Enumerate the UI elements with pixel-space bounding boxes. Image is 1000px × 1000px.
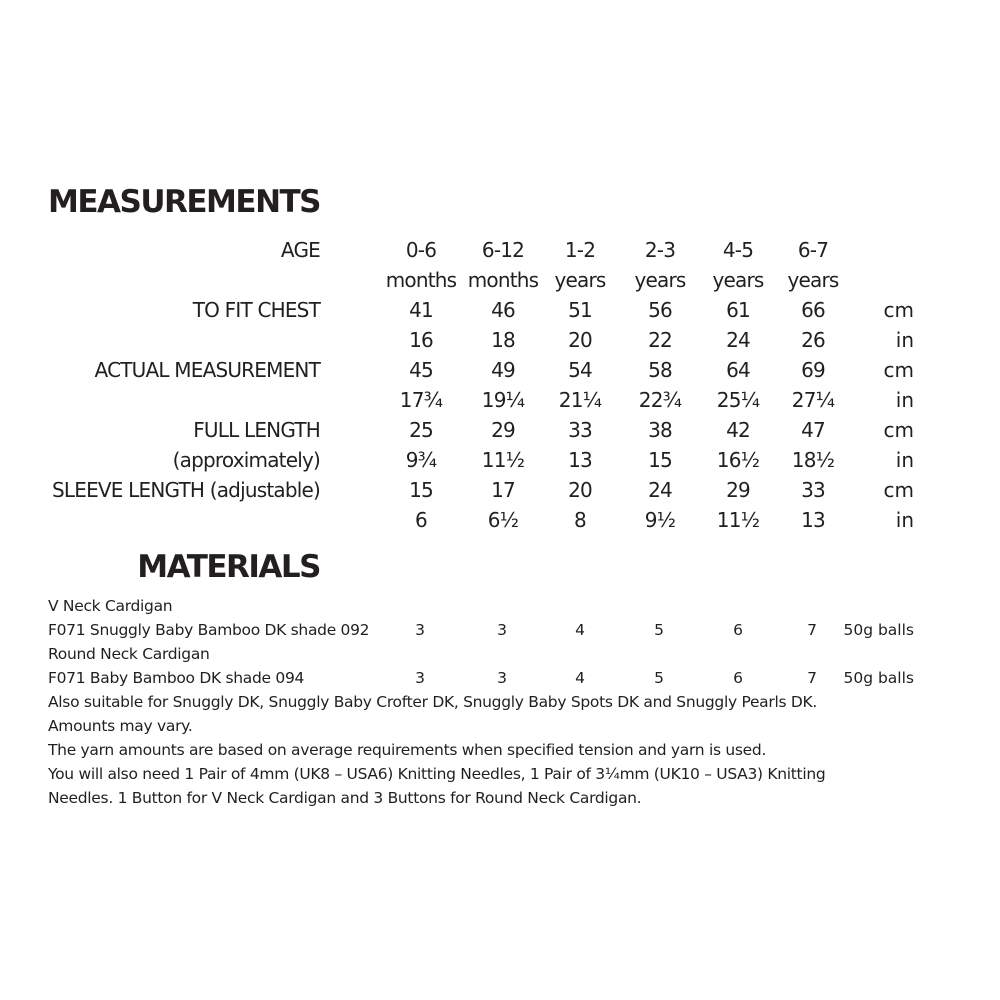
materials-quantity: 4 bbox=[575, 669, 585, 687]
materials-quantity: 7 bbox=[807, 669, 817, 687]
measurement-row bbox=[0, 505, 1000, 535]
measurement-label: ACTUAL MEASUREMENT bbox=[94, 358, 320, 382]
measurement-cell: 16½ bbox=[716, 448, 760, 472]
materials-row bbox=[0, 738, 1000, 762]
materials-row bbox=[0, 786, 1000, 810]
measurement-cell: 45 bbox=[409, 358, 433, 382]
materials-text: You will also need 1 Pair of 4mm (UK8 – USA6) Knitting Needles, 1 Pair of 3¼mm (UK10 – USA3) Knitting bbox=[48, 765, 826, 783]
materials-text: V Neck Cardigan bbox=[48, 597, 173, 615]
materials-unit: 50g balls bbox=[843, 621, 914, 639]
measurement-label: FULL LENGTH bbox=[193, 418, 320, 442]
measurement-cell: months bbox=[467, 268, 539, 292]
measurement-row bbox=[0, 475, 1000, 505]
materials-list bbox=[0, 594, 1000, 810]
measurement-cell: years bbox=[787, 268, 839, 292]
measurement-cell: 13 bbox=[801, 508, 825, 532]
measurement-cell: 6 bbox=[415, 508, 427, 532]
measurement-label: AGE bbox=[280, 238, 320, 262]
measurement-label: (approximately) bbox=[172, 448, 320, 472]
materials-row bbox=[0, 642, 1000, 666]
measurement-cell: 61 bbox=[726, 298, 750, 322]
materials-text: F071 Baby Bamboo DK shade 094 bbox=[48, 669, 305, 687]
measurement-cell: 22 bbox=[648, 328, 672, 352]
measurement-row bbox=[0, 385, 1000, 415]
measurement-cell: 17¾ bbox=[399, 388, 443, 412]
measurement-cell: 46 bbox=[491, 298, 515, 322]
measurement-cell: 25¼ bbox=[716, 388, 760, 412]
materials-text: The yarn amounts are based on average requirements when specified tension and yarn is used. bbox=[48, 741, 767, 759]
measurement-cell: 49 bbox=[491, 358, 515, 382]
materials-quantity: 4 bbox=[575, 621, 585, 639]
measurement-unit: cm bbox=[883, 418, 914, 442]
materials-unit: 50g balls bbox=[843, 669, 914, 687]
measurement-cell: 41 bbox=[409, 298, 433, 322]
measurement-cell: months bbox=[385, 268, 457, 292]
measurement-unit: in bbox=[895, 508, 914, 532]
materials-text: Amounts may vary. bbox=[48, 717, 193, 735]
measurement-row bbox=[0, 415, 1000, 445]
materials-row bbox=[0, 690, 1000, 714]
measurement-cell: 20 bbox=[568, 328, 592, 352]
measurement-cell: 58 bbox=[648, 358, 672, 382]
materials-quantity: 5 bbox=[654, 621, 664, 639]
measurement-cell: 11½ bbox=[481, 448, 525, 472]
measurement-cell: 19¼ bbox=[481, 388, 525, 412]
measurement-cell: 38 bbox=[648, 418, 672, 442]
measurement-label: TO FIT CHEST bbox=[192, 298, 320, 322]
measurement-cell: 13 bbox=[568, 448, 592, 472]
measurement-cell: 47 bbox=[801, 418, 825, 442]
measurement-row bbox=[0, 265, 1000, 295]
materials-quantity: 3 bbox=[415, 669, 425, 687]
measurement-cell: 17 bbox=[491, 478, 515, 502]
measurement-cell: 6-12 bbox=[481, 238, 525, 262]
measurement-cell: 24 bbox=[726, 328, 750, 352]
materials-text: F071 Snuggly Baby Bamboo DK shade 092 bbox=[48, 621, 370, 639]
materials-row bbox=[0, 594, 1000, 618]
materials-row bbox=[0, 666, 1000, 690]
measurement-cell: 26 bbox=[801, 328, 825, 352]
measurement-cell: 22¾ bbox=[638, 388, 682, 412]
measurement-cell: years bbox=[634, 268, 686, 292]
materials-quantity: 3 bbox=[497, 669, 507, 687]
materials-heading: MATERIALS bbox=[137, 549, 320, 585]
measurement-cell: years bbox=[712, 268, 764, 292]
measurement-cell: 9½ bbox=[644, 508, 676, 532]
measurement-cell: 2-3 bbox=[644, 238, 676, 262]
materials-quantity: 3 bbox=[497, 621, 507, 639]
measurements-heading: MEASUREMENTS bbox=[47, 184, 320, 220]
measurement-unit: in bbox=[895, 448, 914, 472]
measurement-cell: 69 bbox=[801, 358, 825, 382]
measurement-cell: 51 bbox=[568, 298, 592, 322]
measurement-cell: 27¼ bbox=[791, 388, 835, 412]
measurement-cell: 29 bbox=[726, 478, 750, 502]
measurement-cell: 20 bbox=[568, 478, 592, 502]
measurement-cell: 18½ bbox=[791, 448, 835, 472]
measurement-cell: 4-5 bbox=[722, 238, 754, 262]
measurement-unit: in bbox=[895, 388, 914, 412]
measurement-cell: 15 bbox=[648, 448, 672, 472]
materials-text: Needles. 1 Button for V Neck Cardigan and 3 Buttons for Round Neck Cardigan. bbox=[48, 789, 642, 807]
measurements-table bbox=[0, 235, 1000, 535]
materials-quantity: 6 bbox=[733, 621, 743, 639]
measurement-cell: 42 bbox=[726, 418, 750, 442]
measurement-cell: 6½ bbox=[487, 508, 519, 532]
measurement-unit: cm bbox=[883, 358, 914, 382]
measurement-cell: 15 bbox=[409, 478, 433, 502]
measurement-cell: 9¾ bbox=[405, 448, 437, 472]
measurement-cell: 0-6 bbox=[405, 238, 437, 262]
measurement-cell: 21¼ bbox=[558, 388, 602, 412]
materials-text: Also suitable for Snuggly DK, Snuggly Baby Crofter DK, Snuggly Baby Spots DK and Snuggly Pearls DK. bbox=[48, 693, 817, 711]
measurement-cell: 1-2 bbox=[564, 238, 596, 262]
materials-quantity: 3 bbox=[415, 621, 425, 639]
measurement-cell: 54 bbox=[568, 358, 592, 382]
materials-quantity: 5 bbox=[654, 669, 664, 687]
measurement-unit: cm bbox=[883, 478, 914, 502]
measurement-row bbox=[0, 235, 1000, 265]
materials-quantity: 7 bbox=[807, 621, 817, 639]
measurement-row bbox=[0, 295, 1000, 325]
measurement-unit: in bbox=[895, 328, 914, 352]
measurement-cell: years bbox=[554, 268, 606, 292]
materials-row bbox=[0, 714, 1000, 738]
measurement-cell: 33 bbox=[801, 478, 825, 502]
materials-row bbox=[0, 762, 1000, 786]
measurement-cell: 8 bbox=[574, 508, 586, 532]
measurement-cell: 33 bbox=[568, 418, 592, 442]
measurement-cell: 11½ bbox=[716, 508, 760, 532]
measurement-cell: 29 bbox=[491, 418, 515, 442]
measurement-cell: 6-7 bbox=[797, 238, 829, 262]
measurement-cell: 66 bbox=[801, 298, 825, 322]
measurement-cell: 64 bbox=[726, 358, 750, 382]
measurement-unit: cm bbox=[883, 298, 914, 322]
materials-text: Round Neck Cardigan bbox=[48, 645, 210, 663]
measurement-row bbox=[0, 445, 1000, 475]
measurement-cell: 56 bbox=[648, 298, 672, 322]
measurement-label: SLEEVE LENGTH (adjustable) bbox=[52, 478, 320, 502]
measurement-cell: 24 bbox=[648, 478, 672, 502]
measurement-cell: 16 bbox=[409, 328, 433, 352]
materials-quantity: 6 bbox=[733, 669, 743, 687]
measurement-cell: 18 bbox=[491, 328, 515, 352]
measurement-cell: 25 bbox=[409, 418, 433, 442]
materials-row bbox=[0, 618, 1000, 642]
measurement-row bbox=[0, 355, 1000, 385]
measurement-row bbox=[0, 325, 1000, 355]
